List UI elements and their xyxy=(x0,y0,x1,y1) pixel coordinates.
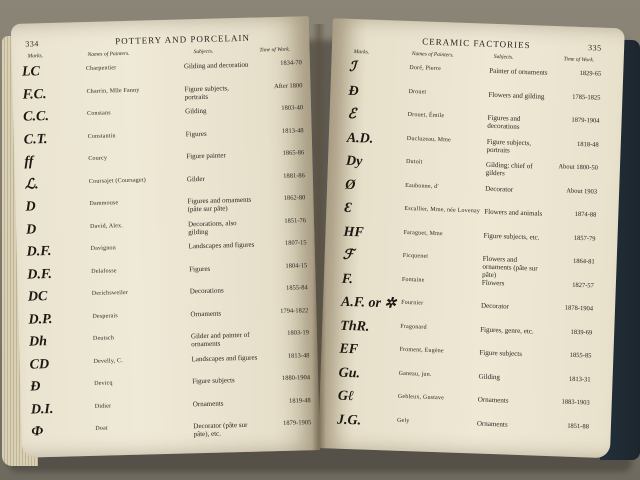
painter-name: Courcy xyxy=(88,155,108,162)
porcelain-mark: D.F. xyxy=(26,243,52,260)
porcelain-mark: A.D. xyxy=(346,130,374,147)
painter-name: Ganeau, jun. xyxy=(398,370,432,378)
painter-name: Dutoit xyxy=(405,158,423,166)
painter-name: Dammouse xyxy=(89,200,119,207)
porcelain-mark: A.F. or ✲ xyxy=(340,294,397,312)
painter-name: Ficquenet xyxy=(402,252,429,260)
porcelain-mark: Dh xyxy=(28,334,48,350)
porcelain-mark: Ð xyxy=(30,379,41,395)
col-painters: Names of Painters. xyxy=(87,50,130,58)
time-of-work: 1829-65 xyxy=(579,69,602,78)
painter-name: Doat xyxy=(95,425,108,432)
porcelain-mark: Ð xyxy=(348,83,359,99)
subject-text: Decorator xyxy=(485,184,514,194)
porcelain-mark: D xyxy=(25,221,37,238)
subject-text: Decorations xyxy=(189,286,224,296)
porcelain-mark: J.G. xyxy=(336,412,362,428)
time-of-work: 1855-85 xyxy=(569,351,592,360)
painter-name: Fournier xyxy=(401,299,424,307)
subject-text: Ornaments xyxy=(477,395,509,405)
subject-text: Painter of ornaments xyxy=(489,66,548,77)
painter-name: Drouet, Émile xyxy=(407,111,445,120)
porcelain-mark: DC xyxy=(27,289,48,305)
subject-text: Flowers and gilding xyxy=(488,90,545,101)
subject-text: Figures, genre, etc. xyxy=(480,325,534,335)
porcelain-mark: Ɛ xyxy=(344,200,352,217)
porcelain-mark: ℱ xyxy=(342,247,355,264)
subject-text: Figures xyxy=(189,264,211,273)
porcelain-mark: F.C. xyxy=(22,86,47,103)
time-of-work: 1851-76 xyxy=(284,216,307,225)
painter-name: Fragonard xyxy=(400,323,427,331)
time-of-work: 1855-84 xyxy=(285,284,308,292)
time-of-work: 1813-48 xyxy=(287,351,310,360)
painter-name: Delafosse xyxy=(91,267,117,275)
time-of-work: 1880-1904 xyxy=(281,374,311,382)
porcelain-mark: D.P. xyxy=(28,311,53,328)
time-of-work: 1879-1905 xyxy=(283,419,312,427)
col-marks: Marks. xyxy=(27,53,44,60)
subject-text: Figure subjects, portraits xyxy=(486,137,532,155)
col-time: Time of Work. xyxy=(259,46,291,54)
time-of-work: 1813-48 xyxy=(281,126,304,135)
painter-name: Charrin, Mlle Fanny xyxy=(86,87,140,95)
subject-text: Ornaments xyxy=(476,419,508,429)
porcelain-mark: Dy xyxy=(345,153,363,170)
time-of-work: 1794-1822 xyxy=(280,306,309,315)
subject-text: Decorations, also gilding xyxy=(187,218,237,236)
time-of-work: 1803-19 xyxy=(287,329,310,337)
painter-name: Didier xyxy=(94,402,112,410)
time-of-work: 1864-81 xyxy=(572,257,595,266)
painter-name: Gebleux, Gustave xyxy=(397,393,445,402)
time-of-work: 1879-1904 xyxy=(571,116,600,125)
painter-name: Faraguet, Mme xyxy=(403,229,443,237)
painter-name: Derichsweiler xyxy=(91,289,129,297)
subject-text: Gilder and painter of ornaments xyxy=(190,330,250,349)
col-painters: Names of Painters. xyxy=(411,51,454,59)
porcelain-mark: Ф xyxy=(31,424,44,440)
porcelain-mark: ff xyxy=(24,154,34,170)
porcelain-mark: EF xyxy=(339,341,359,358)
porcelain-mark: D.I. xyxy=(30,401,54,418)
time-of-work: 1862-80 xyxy=(283,194,306,202)
painter-name: Fontaine xyxy=(401,276,425,284)
subject-text: Figure subjects, etc. xyxy=(483,231,540,242)
painter-name: Eaubonne, d' xyxy=(405,182,439,190)
page-number-right: 335 xyxy=(587,43,602,53)
time-of-work: 1839-69 xyxy=(570,328,593,336)
time-of-work: 1819-48 xyxy=(288,396,311,405)
painter-name: Escallier, Mme, née Lovenay xyxy=(404,205,481,215)
subject-text: Figures and decorations xyxy=(487,113,521,131)
subject-text: Figure subjects xyxy=(479,348,523,359)
mark-entry xyxy=(21,416,320,454)
right-page xyxy=(318,18,625,458)
subject-text: Ornaments xyxy=(192,399,224,408)
painter-name: Doré, Pierre xyxy=(409,64,442,73)
time-of-work: 1813-31 xyxy=(568,375,591,383)
porcelain-mark: ThR. xyxy=(340,318,370,335)
painter-name: Devicq xyxy=(94,380,113,387)
subject-text: Figures and ornaments (pâte sur pâte) xyxy=(187,195,252,214)
painter-name: Drouet xyxy=(408,88,427,96)
subject-text: Flowers and ornaments (pâte sur pâte) xyxy=(482,254,538,280)
porcelain-mark: LC xyxy=(21,64,41,80)
porcelain-mark: D xyxy=(25,199,36,215)
porcelain-mark: F. xyxy=(341,271,354,287)
time-of-work: 1865-86 xyxy=(282,149,305,157)
porcelain-mark: D.F. xyxy=(27,266,53,283)
subject-text: Gilding; chief of gilders xyxy=(485,160,533,178)
porcelain-mark: C.C. xyxy=(22,108,50,125)
subject-text: Gilding xyxy=(478,372,501,381)
porcelain-mark: Gℓ xyxy=(337,388,355,405)
time-of-work: 1785-1825 xyxy=(572,93,601,102)
book-gutter xyxy=(312,24,326,452)
running-head-left: POTTERY AND PORCELAIN xyxy=(115,32,251,47)
time-of-work: 1878-1904 xyxy=(564,304,594,313)
subject-text: Figure subjects xyxy=(192,376,235,386)
painter-name: Develly, C. xyxy=(93,357,123,365)
painter-name: Froment, Eugène xyxy=(399,346,444,355)
time-of-work: 1834-70 xyxy=(280,59,302,67)
subject-text: Landscapes and figures xyxy=(191,353,258,363)
subject-text: Flowers and animals xyxy=(484,207,543,218)
running-head-right: CERAMIC FACTORIES xyxy=(422,36,531,51)
time-of-work: 1881-86 xyxy=(283,171,305,180)
left-page xyxy=(11,16,320,458)
time-of-work: 1804-15 xyxy=(285,261,308,270)
porcelain-mark: ℰ xyxy=(347,106,357,123)
page-number-left: 334 xyxy=(25,39,39,49)
porcelain-mark: HF xyxy=(343,224,365,240)
painter-name: Coursajet (Coursaget) xyxy=(88,176,146,185)
painter-name: Deutsch xyxy=(92,335,115,342)
subject-text: Decorator (pâte sur pâte), etc. xyxy=(193,420,248,439)
subject-text: Gilder xyxy=(186,174,205,183)
time-of-work: After 1800 xyxy=(274,81,303,90)
time-of-work: 1803-40 xyxy=(281,104,304,112)
painter-name: David, Alex. xyxy=(89,222,124,230)
painter-name: Gely xyxy=(396,417,410,424)
time-of-work: 1851-88 xyxy=(567,422,590,430)
subject-text: Decorator xyxy=(480,301,510,311)
time-of-work: 1818-48 xyxy=(576,140,599,149)
time-of-work: 1857-79 xyxy=(573,234,596,243)
painter-name: Desperais xyxy=(92,312,118,320)
painter-name: Charpentier xyxy=(85,65,117,72)
porcelain-mark: Ø xyxy=(344,177,356,193)
col-subjects: Subjects. xyxy=(193,48,214,56)
time-of-work: 1883-1903 xyxy=(561,398,590,407)
subject-text: Figures xyxy=(185,129,207,138)
painter-name: Constans xyxy=(87,110,111,117)
col-subjects: Subjects. xyxy=(493,53,514,61)
time-of-work: 1874-88 xyxy=(574,210,597,219)
time-of-work: 1827-57 xyxy=(572,281,594,290)
subject-text: Landscapes and figures xyxy=(188,240,255,251)
time-of-work: About 1903 xyxy=(566,187,598,196)
porcelain-mark: ℒ. xyxy=(24,176,39,193)
subject-text: Flowers xyxy=(481,278,505,287)
col-marks: Marks. xyxy=(353,49,370,56)
porcelain-mark: ℐ xyxy=(349,59,357,76)
painter-name: Ducluzeau, Mme xyxy=(406,135,452,143)
subject-text: Ornaments xyxy=(190,309,222,318)
subject-text: Figure subjects, portraits xyxy=(184,83,229,101)
subject-text: Figure painter xyxy=(186,151,226,161)
subject-text: Gilding xyxy=(184,106,207,116)
subject-text: Gilding and decoration xyxy=(183,60,249,71)
time-of-work: About 1800-50 xyxy=(558,163,599,172)
time-of-work: 1807-15 xyxy=(284,239,307,247)
painter-name: Davignon xyxy=(90,245,116,252)
col-time: Time of Work. xyxy=(563,56,595,64)
porcelain-mark: Gu. xyxy=(338,365,361,381)
porcelain-mark: C.T. xyxy=(23,131,48,148)
porcelain-mark: CD xyxy=(29,356,50,373)
painter-name: Constantin xyxy=(87,132,116,140)
